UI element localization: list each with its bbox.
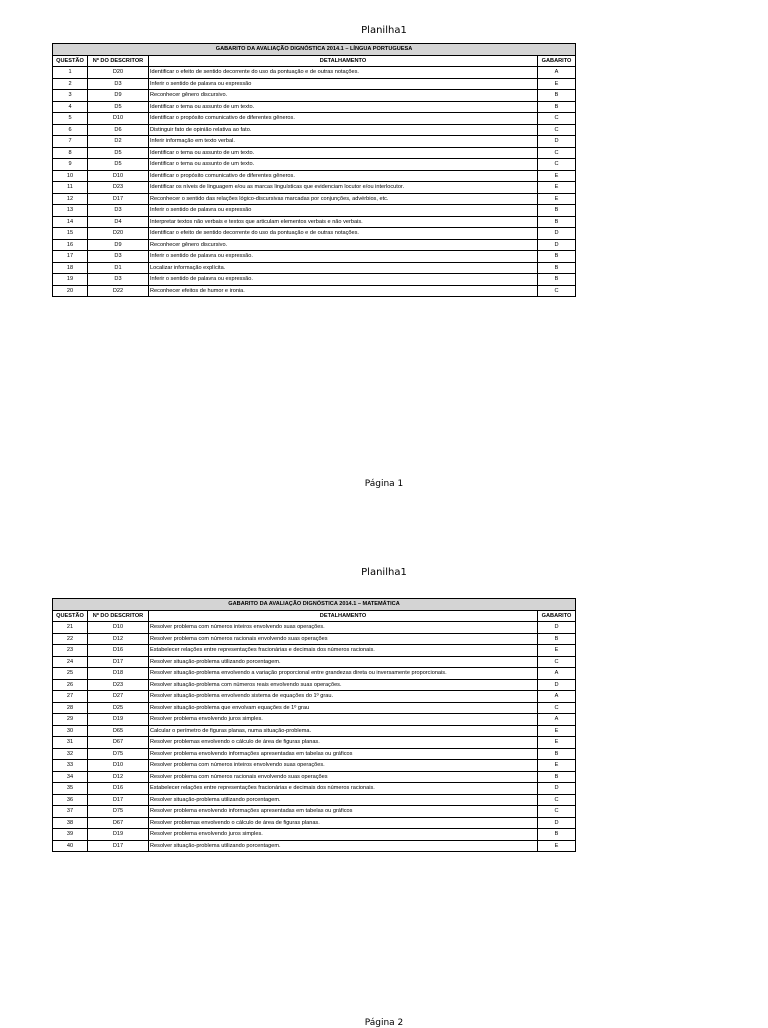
- descriptor-cell: D12: [88, 771, 149, 783]
- detail-cell: Reconhecer o sentido das relações lógico-discursivas marcadas por conjunções, advérbios, etc.: [149, 193, 538, 205]
- question-number-cell: 7: [53, 136, 88, 148]
- answer-cell: C: [538, 794, 576, 806]
- detail-cell: Resolver problemas envolvendo o cálculo de área de figuras planas.: [149, 737, 538, 749]
- question-number-cell: 9: [53, 159, 88, 171]
- table-row: [53, 124, 576, 136]
- question-number-cell: 24: [53, 656, 88, 668]
- question-number-cell: 10: [53, 170, 88, 182]
- answer-cell: A: [538, 668, 576, 680]
- question-number-cell: 28: [53, 702, 88, 714]
- question-number-cell: 29: [53, 714, 88, 726]
- table-row: [53, 840, 576, 852]
- detail-cell: Estabelecer relações entre representações fracionárias e decimais dos números racionais.: [149, 783, 538, 795]
- answer-cell: B: [538, 90, 576, 102]
- answer-cell: A: [538, 714, 576, 726]
- table-row: [53, 748, 576, 760]
- answer-cell: E: [538, 840, 576, 852]
- answer-cell: B: [538, 633, 576, 645]
- descriptor-cell: D9: [88, 239, 149, 251]
- detail-cell: Inferir o sentido de palavra ou expressão: [149, 205, 538, 217]
- answer-cell: B: [538, 829, 576, 841]
- table-row: [53, 771, 576, 783]
- answer-cell: C: [538, 656, 576, 668]
- answer-cell: A: [538, 691, 576, 703]
- table-row: [53, 829, 576, 841]
- question-number-cell: 5: [53, 113, 88, 125]
- answer-cell: A: [538, 67, 576, 79]
- question-number-cell: 30: [53, 725, 88, 737]
- descriptor-cell: D3: [88, 78, 149, 90]
- descriptor-cell: D3: [88, 251, 149, 263]
- column-header-answer: GABARITO: [538, 55, 576, 67]
- descriptor-cell: D23: [88, 182, 149, 194]
- table-row: [53, 691, 576, 703]
- table-row: [53, 806, 576, 818]
- detail-cell: Reconhecer gênero discursivo.: [149, 239, 538, 251]
- descriptor-cell: D1: [88, 262, 149, 274]
- answer-cell: D: [538, 136, 576, 148]
- table-row: [53, 274, 576, 286]
- question-number-cell: 18: [53, 262, 88, 274]
- descriptor-cell: D5: [88, 159, 149, 171]
- answer-cell: E: [538, 645, 576, 657]
- answer-cell: E: [538, 170, 576, 182]
- answer-cell: D: [538, 228, 576, 240]
- descriptor-cell: D18: [88, 668, 149, 680]
- table-row: [53, 714, 576, 726]
- detail-cell: Estabelecer relações entre representações fracionárias e decimais dos números racionais.: [149, 645, 538, 657]
- detail-cell: Localizar informação explícita.: [149, 262, 538, 274]
- answer-cell: D: [538, 239, 576, 251]
- question-number-cell: 16: [53, 239, 88, 251]
- answer-cell: C: [538, 124, 576, 136]
- answer-cell: E: [538, 193, 576, 205]
- detail-cell: Resolver situação-problema que envolvam equações de 1º grau: [149, 702, 538, 714]
- table-caption: GABARITO DA AVALIAÇÃO DIGNÓSTICA 2014.1 – LÍNGUA PORTUGUESA: [53, 44, 576, 56]
- table-row: [53, 817, 576, 829]
- detail-cell: Identificar o tema ou assunto de um texto.: [149, 147, 538, 159]
- column-header-answer: GABARITO: [538, 610, 576, 622]
- descriptor-cell: D10: [88, 760, 149, 772]
- column-header-descriptor: Nº DO DESCRITOR: [88, 55, 149, 67]
- table-caption: GABARITO DA AVALIAÇÃO DIGNÓSTICA 2014.1 – MATEMÁTICA: [53, 599, 576, 611]
- answer-cell: E: [538, 78, 576, 90]
- sheet-title: Planilha1: [361, 567, 407, 578]
- detail-cell: Calcular o perímetro de figuras planas, numa situação-problema.: [149, 725, 538, 737]
- answer-cell: C: [538, 159, 576, 171]
- answer-cell: E: [538, 182, 576, 194]
- detail-cell: Identificar o efeito de sentido decorrente do uso da pontuação e de outras notações.: [149, 67, 538, 79]
- descriptor-cell: D3: [88, 274, 149, 286]
- question-number-cell: 12: [53, 193, 88, 205]
- descriptor-cell: D3: [88, 205, 149, 217]
- table-row: [53, 794, 576, 806]
- question-number-cell: 21: [53, 622, 88, 634]
- question-number-cell: 37: [53, 806, 88, 818]
- detail-cell: Interpretar textos não verbais e textos que articulam elementos verbais e não verbais.: [149, 216, 538, 228]
- table-row: [53, 679, 576, 691]
- table-row: [53, 136, 576, 148]
- question-number-cell: 15: [53, 228, 88, 240]
- detail-cell: Resolver situação-problema envolvendo sistema de equações do 1º grau.: [149, 691, 538, 703]
- question-number-cell: 25: [53, 668, 88, 680]
- descriptor-cell: D2: [88, 136, 149, 148]
- question-number-cell: 11: [53, 182, 88, 194]
- answer-cell: D: [538, 817, 576, 829]
- detail-cell: Inferir o sentido de palavra ou expressão.: [149, 251, 538, 263]
- descriptor-cell: D10: [88, 113, 149, 125]
- question-number-cell: 34: [53, 771, 88, 783]
- question-number-cell: 27: [53, 691, 88, 703]
- descriptor-cell: D75: [88, 806, 149, 818]
- table-row: [53, 205, 576, 217]
- question-number-cell: 19: [53, 274, 88, 286]
- descriptor-cell: D20: [88, 67, 149, 79]
- answer-cell: E: [538, 725, 576, 737]
- answer-cell: C: [538, 702, 576, 714]
- answer-cell: B: [538, 101, 576, 113]
- column-header-descriptor: Nº DO DESCRITOR: [88, 610, 149, 622]
- table-row: [53, 262, 576, 274]
- descriptor-cell: D10: [88, 622, 149, 634]
- page-number: Página 1: [364, 479, 404, 489]
- question-number-cell: 26: [53, 679, 88, 691]
- table-row: [53, 668, 576, 680]
- table-row: [53, 216, 576, 228]
- question-number-cell: 36: [53, 794, 88, 806]
- descriptor-cell: D9: [88, 90, 149, 102]
- detail-cell: Resolver problema envolvendo informações apresentadas em tabelas ou gráficos: [149, 748, 538, 760]
- detail-cell: Identificar o tema ou assunto de um texto.: [149, 159, 538, 171]
- question-number-cell: 38: [53, 817, 88, 829]
- answer-cell: B: [538, 216, 576, 228]
- question-number-cell: 23: [53, 645, 88, 657]
- detail-cell: Resolver problema envolvendo juros simples.: [149, 829, 538, 841]
- answer-cell: C: [538, 806, 576, 818]
- descriptor-cell: D67: [88, 737, 149, 749]
- answer-cell: B: [538, 274, 576, 286]
- detail-cell: Resolver problema envolvendo juros simples.: [149, 714, 538, 726]
- detail-cell: Identificar o efeito de sentido decorrente do uso da pontuação e de outras notações.: [149, 228, 538, 240]
- question-number-cell: 33: [53, 760, 88, 772]
- answer-cell: C: [538, 113, 576, 125]
- column-header-detail: DETALHAMENTO: [149, 55, 538, 67]
- table-row: [53, 228, 576, 240]
- detail-cell: Resolver problema com números inteiros envolvendo suas operações.: [149, 760, 538, 772]
- question-number-cell: 2: [53, 78, 88, 90]
- descriptor-cell: D17: [88, 193, 149, 205]
- answer-cell: E: [538, 737, 576, 749]
- question-number-cell: 14: [53, 216, 88, 228]
- answer-cell: D: [538, 679, 576, 691]
- table-row: [53, 656, 576, 668]
- table-row: [53, 90, 576, 102]
- question-number-cell: 20: [53, 285, 88, 297]
- table-row: [53, 737, 576, 749]
- detail-cell: Resolver problema com números inteiros envolvendo suas operações.: [149, 622, 538, 634]
- column-header-question: QUESTÃO: [53, 610, 88, 622]
- detail-cell: Inferir informação em texto verbal.: [149, 136, 538, 148]
- question-number-cell: 32: [53, 748, 88, 760]
- detail-cell: Resolver situação-problema utilizando porcentagem.: [149, 840, 538, 852]
- question-number-cell: 1: [53, 67, 88, 79]
- table-row: [53, 760, 576, 772]
- question-number-cell: 13: [53, 205, 88, 217]
- detail-cell: Inferir o sentido de palavra ou expressão: [149, 78, 538, 90]
- detail-cell: Resolver situação-problema com números reais envolvendo suas operações.: [149, 679, 538, 691]
- question-number-cell: 4: [53, 101, 88, 113]
- descriptor-cell: D65: [88, 725, 149, 737]
- descriptor-cell: D19: [88, 829, 149, 841]
- table-row: [53, 251, 576, 263]
- table-row: [53, 783, 576, 795]
- answer-cell: D: [538, 783, 576, 795]
- detail-cell: Resolver situação-problema utilizando porcentagem.: [149, 656, 538, 668]
- descriptor-cell: D17: [88, 656, 149, 668]
- descriptor-cell: D5: [88, 101, 149, 113]
- question-number-cell: 40: [53, 840, 88, 852]
- descriptor-cell: D25: [88, 702, 149, 714]
- detail-cell: Resolver situação-problema envolvendo a variação proporcional entre grandezas direta ou inversamente proporcionais.: [149, 668, 538, 680]
- table-row: [53, 170, 576, 182]
- descriptor-cell: D12: [88, 633, 149, 645]
- detail-cell: Identificar o tema ou assunto de um texto.: [149, 101, 538, 113]
- answer-key-table-math: [52, 598, 576, 852]
- descriptor-cell: D17: [88, 794, 149, 806]
- detail-cell: Identificar o propósito comunicativo de diferentes gêneros.: [149, 170, 538, 182]
- table-row: [53, 159, 576, 171]
- descriptor-cell: D67: [88, 817, 149, 829]
- detail-cell: Reconhecer efeitos de humor e ironia.: [149, 285, 538, 297]
- detail-cell: Inferir o sentido de palavra ou expressão.: [149, 274, 538, 286]
- table-row: [53, 239, 576, 251]
- descriptor-cell: D19: [88, 714, 149, 726]
- descriptor-cell: D16: [88, 783, 149, 795]
- answer-cell: B: [538, 205, 576, 217]
- table-row: [53, 633, 576, 645]
- table-row: [53, 78, 576, 90]
- table-row: [53, 622, 576, 634]
- question-number-cell: 35: [53, 783, 88, 795]
- detail-cell: Resolver problema envolvendo informações apresentadas em tabelas ou gráficos: [149, 806, 538, 818]
- detail-cell: Resolver situação-problema utilizando porcentagem.: [149, 794, 538, 806]
- descriptor-cell: D16: [88, 645, 149, 657]
- detail-cell: Resolver problemas envolvendo o cálculo de área de figuras planas.: [149, 817, 538, 829]
- descriptor-cell: D20: [88, 228, 149, 240]
- descriptor-cell: D5: [88, 147, 149, 159]
- answer-cell: B: [538, 262, 576, 274]
- answer-cell: B: [538, 748, 576, 760]
- question-number-cell: 39: [53, 829, 88, 841]
- table-row: [53, 285, 576, 297]
- descriptor-cell: D75: [88, 748, 149, 760]
- table-row: [53, 113, 576, 125]
- descriptor-cell: D27: [88, 691, 149, 703]
- detail-cell: Distinguir fato de opinião relativa ao fato.: [149, 124, 538, 136]
- sheet-title: Planilha1: [361, 25, 407, 36]
- descriptor-cell: D10: [88, 170, 149, 182]
- question-number-cell: 3: [53, 90, 88, 102]
- question-number-cell: 17: [53, 251, 88, 263]
- detail-cell: Resolver problema com números racionais envolvendo suas operações: [149, 771, 538, 783]
- table-row: [53, 645, 576, 657]
- descriptor-cell: D6: [88, 124, 149, 136]
- table-row: [53, 67, 576, 79]
- detail-cell: Identificar o propósito comunicativo de diferentes gêneros.: [149, 113, 538, 125]
- answer-cell: C: [538, 147, 576, 159]
- page-number: Página 2: [364, 1018, 404, 1028]
- descriptor-cell: D22: [88, 285, 149, 297]
- descriptor-cell: D17: [88, 840, 149, 852]
- detail-cell: Resolver problema com números racionais envolvendo suas operações: [149, 633, 538, 645]
- answer-cell: C: [538, 285, 576, 297]
- answer-cell: E: [538, 760, 576, 772]
- table-row: [53, 147, 576, 159]
- table-row: [53, 182, 576, 194]
- question-number-cell: 31: [53, 737, 88, 749]
- answer-cell: D: [538, 622, 576, 634]
- descriptor-cell: D4: [88, 216, 149, 228]
- table-row: [53, 101, 576, 113]
- question-number-cell: 22: [53, 633, 88, 645]
- answer-key-table-portuguese: [52, 43, 576, 297]
- question-number-cell: 6: [53, 124, 88, 136]
- table-body: [53, 622, 576, 852]
- answer-cell: B: [538, 771, 576, 783]
- table-row: [53, 702, 576, 714]
- column-header-detail: DETALHAMENTO: [149, 610, 538, 622]
- table-row: [53, 193, 576, 205]
- detail-cell: Identificar os níveis de linguagem e/ou as marcas linguísticas que evidenciam locutor e/ou interlocutor.: [149, 182, 538, 194]
- descriptor-cell: D23: [88, 679, 149, 691]
- answer-cell: B: [538, 251, 576, 263]
- table-body: [53, 67, 576, 297]
- table-row: [53, 725, 576, 737]
- column-header-question: QUESTÃO: [53, 55, 88, 67]
- question-number-cell: 8: [53, 147, 88, 159]
- detail-cell: Reconhecer gênero discursivo.: [149, 90, 538, 102]
